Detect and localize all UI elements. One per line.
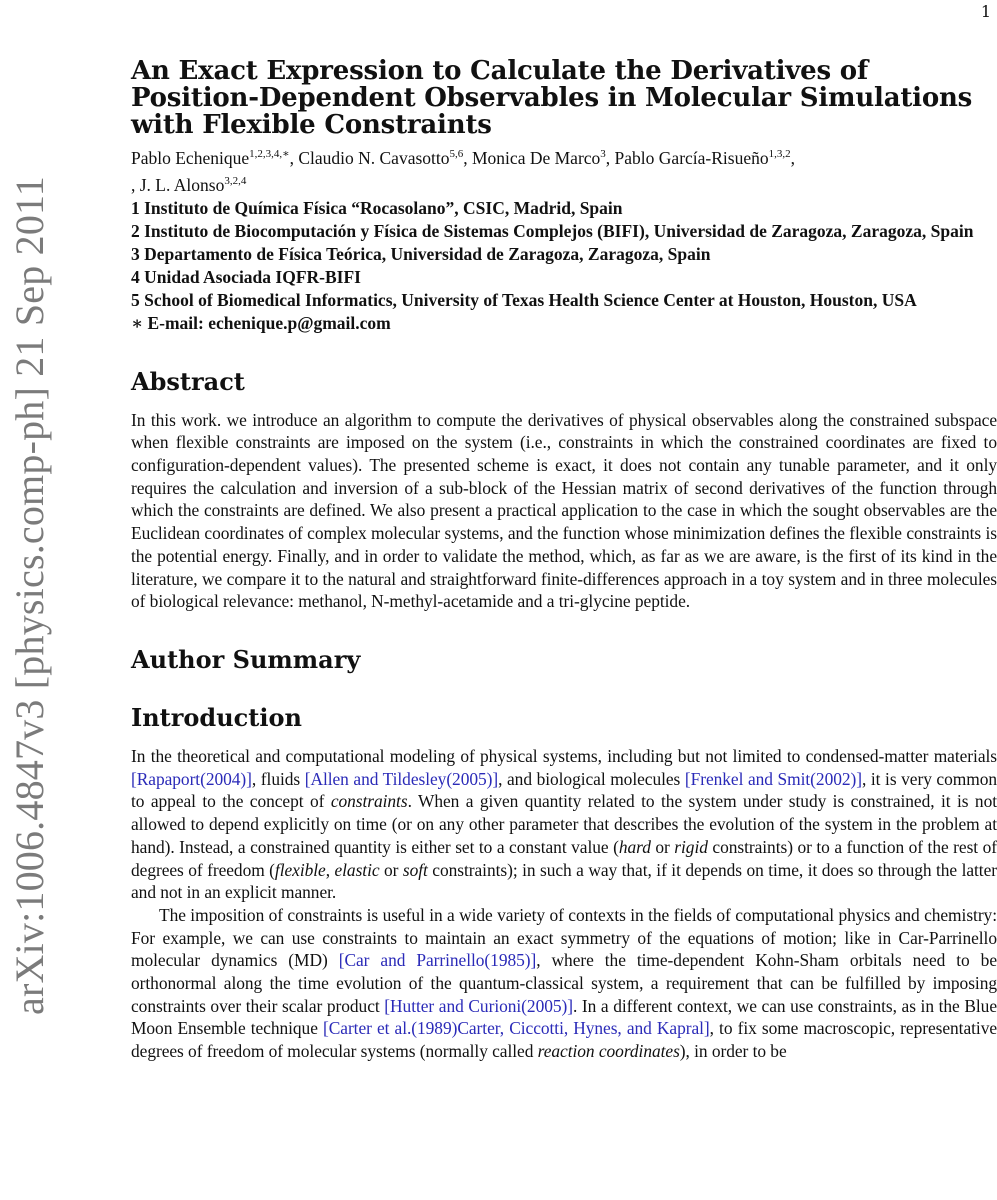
intro-paragraph-1: In the theoretical and computational modeling of physical systems, including but not limited to condensed-matter materials [Rapaport(2004)], fluids [Allen and Tildesley(2005)], and biological molecules [Frenkel and Smit(2002)], it is very common to appeal to the concept of constraints. When a given quantity related to the system under study is constrained, it is not allowed to depend explicitly on time (or on any other parameter that describes the evolution of the system in the problem at hand). Instead, a constrained quantity is either set to a constant value (hard or rigid constraints) or to a function of the rest of degrees of freedom (flexible, elastic or soft constraints); in such a way that, if it depends on time, it does so through the latter and not in an explicit manner. [131,745,997,903]
citation-link[interactable]: [Carter et al.(1989)Carter, Ciccotti, Hynes, and Kapral] [322,1018,710,1039]
affiliation-item: 2 Instituto de Biocomputación y Física de Sistemas Complejos (BIFI), Universidad de Zaragoza, Zaragoza, Spain [131,220,974,241]
author-name: , Claudio N. Cavasotto [289,147,450,168]
author-affiliation-marks: 3 [600,148,606,160]
citation-link[interactable]: [Frenkel and Smit(2002)] [684,768,862,789]
citation-link[interactable]: [Hutter and Curioni(2005)] [384,995,573,1016]
contact-email: ∗ E-mail: echenique.p@gmail.com [131,312,391,333]
affiliation-item: 5 School of Biomedical Informatics, University of Texas Health Science Center at Houston, Houston, USA [131,289,917,310]
author-name: , Pablo García-Risueño [605,147,769,168]
affiliation-item: 3 Departamento de Física Teórica, Universidad de Zaragoza, Zaragoza, Spain [131,243,711,264]
paper-content [131,58,997,1063]
author-name: , Monica De Marco [463,147,601,168]
affiliation-list [131,197,997,335]
author-name: Pablo Echenique [131,147,250,168]
page-number: 1 [980,2,991,21]
author-affiliation-marks: 1,2,3,4,∗ [249,148,290,160]
intro-paragraph-2: The imposition of constraints is useful in a wide variety of contexts in the fields of computational physics and chemistry: For example, we can use constraints to maintain an exact symmetry of the equations of motion; like in Car-Parrinello molecular dynamics (MD) [Car and Parrinello(1985)], where the time-dependent Kohn-Sham orbitals need to be orthonormal along the time evolution of the quantum-classical system, a requirement that can be fulfilled by imposing constraints over their scalar product [Hutter and Curioni(2005)]. In a different context, we can use constraints, as in the Blue Moon Ensemble technique [Carter et al.(1989)Carter, Ciccotti, Hynes, and Kapral], to fix some macroscopic, representative degrees of freedom of molecular systems (normally called reaction coordinates), in order to be [131,904,997,1062]
paper-title: An Exact Expression to Calculate the Derivatives of Position-Dependent Observables in Molecular Simulations with Flexible Constraints [131,56,973,140]
author-affiliation-marks: 3,2,4 [224,174,247,187]
arxiv-identifier: arXiv:1006.4847v3 [physics.comp-ph] 21 Sep 2011 [7,176,52,1015]
section-heading-introduction: Introduction [131,702,302,732]
affiliation-item: 1 Instituto de Química Física “Rocasolano”, CSIC, Madrid, Spain [131,197,623,218]
citation-link[interactable]: [Allen and Tildesley(2005)] [304,768,499,789]
author-list: Pablo Echenique$^{1,2,3,4,∗}$, Claudio N. Cavasotto$^{5,6}$, Monica De Marco$^3$, Pablo García-Risueño$^{1,3,2}$, , J. L. Alonso$^{3,2,4}$ [131,147,795,195]
affiliation-item: 4 Unidad Asociada IQFR-BIFI [131,266,361,287]
abstract-text: In this work. we introduce an algorithm to compute the derivatives of physical observables along the constrained subspace when flexible constraints are imposed on the system (i.e., constraints in which the constrained coordinates are fixed to configuration-dependent values). The presented scheme is exact, it does not contain any tunable parameter, and it only requires the calculation and inversion of a sub-block of the Hessian matrix of second derivatives of the function through which the constraints are defined. We also present a practical application to the case in which the sought observables are the Euclidean coordinates of complex molecular systems, and the function whose minimization defines the flexible constraints is the potential energy. Finally, and in order to validate the method, which, as far as we are aware, is the first of its kind in the literature, we compare it to the natural and straightforward finite-differences approach in a toy system and in three molecules of biological relevance: methanol, N-methyl-acetamide and a tri-glycine peptide. [131,409,997,612]
author-affiliation-marks: 5,6 [449,148,464,160]
citation-link[interactable]: [Car and Parrinello(1985)] [338,950,537,971]
citation-link[interactable]: [Rapaport(2004)] [131,768,252,789]
section-heading-author-summary: Author Summary [131,644,361,674]
author-affiliation-marks: 1,3,2 [768,148,791,160]
section-heading-abstract: Abstract [131,366,245,396]
author-name: , J. L. Alonso [131,174,225,195]
